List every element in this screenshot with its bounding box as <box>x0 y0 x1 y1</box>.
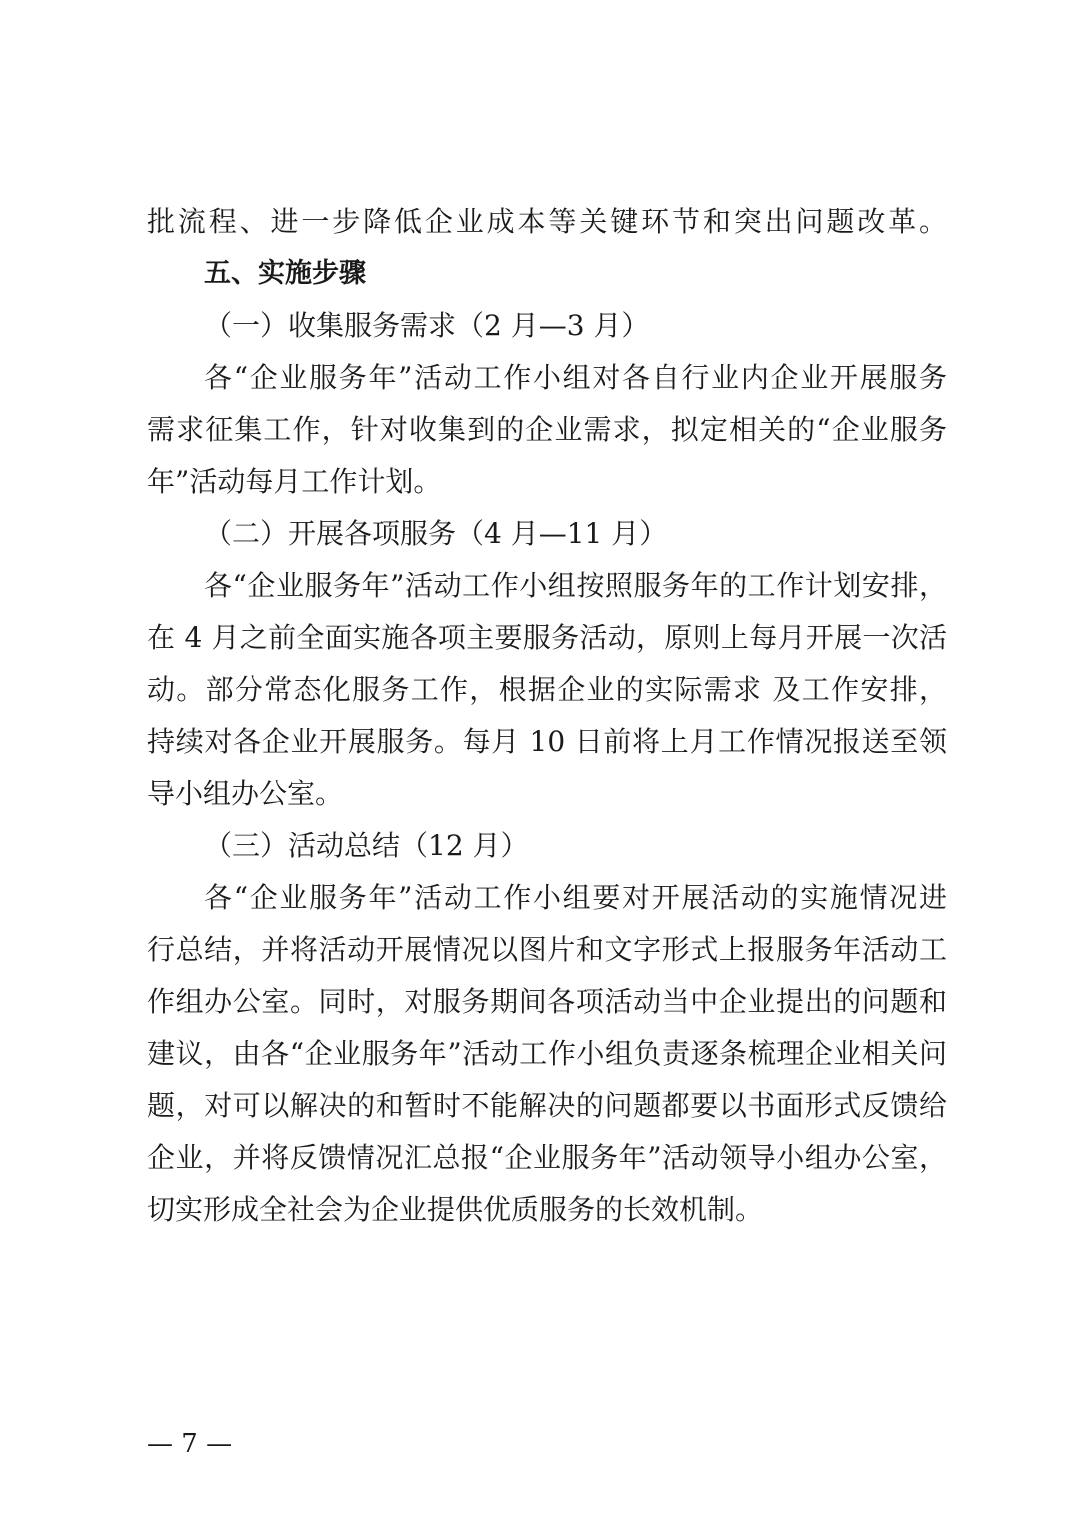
paragraph-line: 题，对可以解决的和暂时不能解决的问题都要以书面形式反馈给 <box>147 1089 947 1122</box>
paragraph-line: 批流程、进一步降低企业成本等关键环节和突出问题改革。 <box>147 205 947 238</box>
paragraph-line: 需求征集工作，针对收集到的企业需求，拟定相关的“企业服务 <box>147 413 947 446</box>
page-number: — 7 — <box>147 1429 233 1459</box>
paragraph-line: 切实形成全社会为企业提供优质服务的长效机制。 <box>147 1193 764 1226</box>
paragraph-line: 各“企业服务年”活动工作小组对各自行业内企业开展服务 <box>204 361 947 394</box>
document-body <box>147 196 947 1236</box>
paragraph-line: 持续对各企业开展服务。每月 10 日前将上月工作情况报送至领 <box>147 725 947 758</box>
paragraph-line: 动。部分常态化服务工作，根据企业的实际需求 及工作安排， <box>147 673 947 706</box>
paragraph-line: 各“企业服务年”活动工作小组要对开展活动的实施情况进 <box>204 881 947 914</box>
paragraph-line: 导小组办公室。 <box>147 777 344 810</box>
paragraph-line: 建议，由各“企业服务年”活动工作小组负责逐条梳理企业相关问 <box>147 1037 947 1070</box>
section-heading-implementation-steps: 五、实施步骤 <box>204 258 366 289</box>
paragraph-line: 各“企业服务年”活动工作小组按照服务年的工作计划安排， <box>204 569 947 602</box>
paragraph-line: 企业，并将反馈情况汇总报“企业服务年”活动领导小组办公室， <box>147 1141 947 1174</box>
paragraph-line: 作组办公室。同时，对服务期间各项活动当中企业提出的问题和 <box>147 985 947 1018</box>
subheading-carry-out-services: （二）开展各项服务（4 月—11 月） <box>204 517 668 550</box>
paragraph-line: 在 4 月之前全面实施各项主要服务活动，原则上每月开展一次活 <box>147 621 947 654</box>
paragraph-line: 年”活动每月工作计划。 <box>147 465 442 498</box>
subheading-activity-summary: （三）活动总结（12 月） <box>204 829 529 862</box>
paragraph-line: 行总结，并将活动开展情况以图片和文字形式上报服务年活动工 <box>147 933 947 966</box>
subheading-collect-needs: （一）收集服务需求（2 月—3 月） <box>204 309 650 342</box>
